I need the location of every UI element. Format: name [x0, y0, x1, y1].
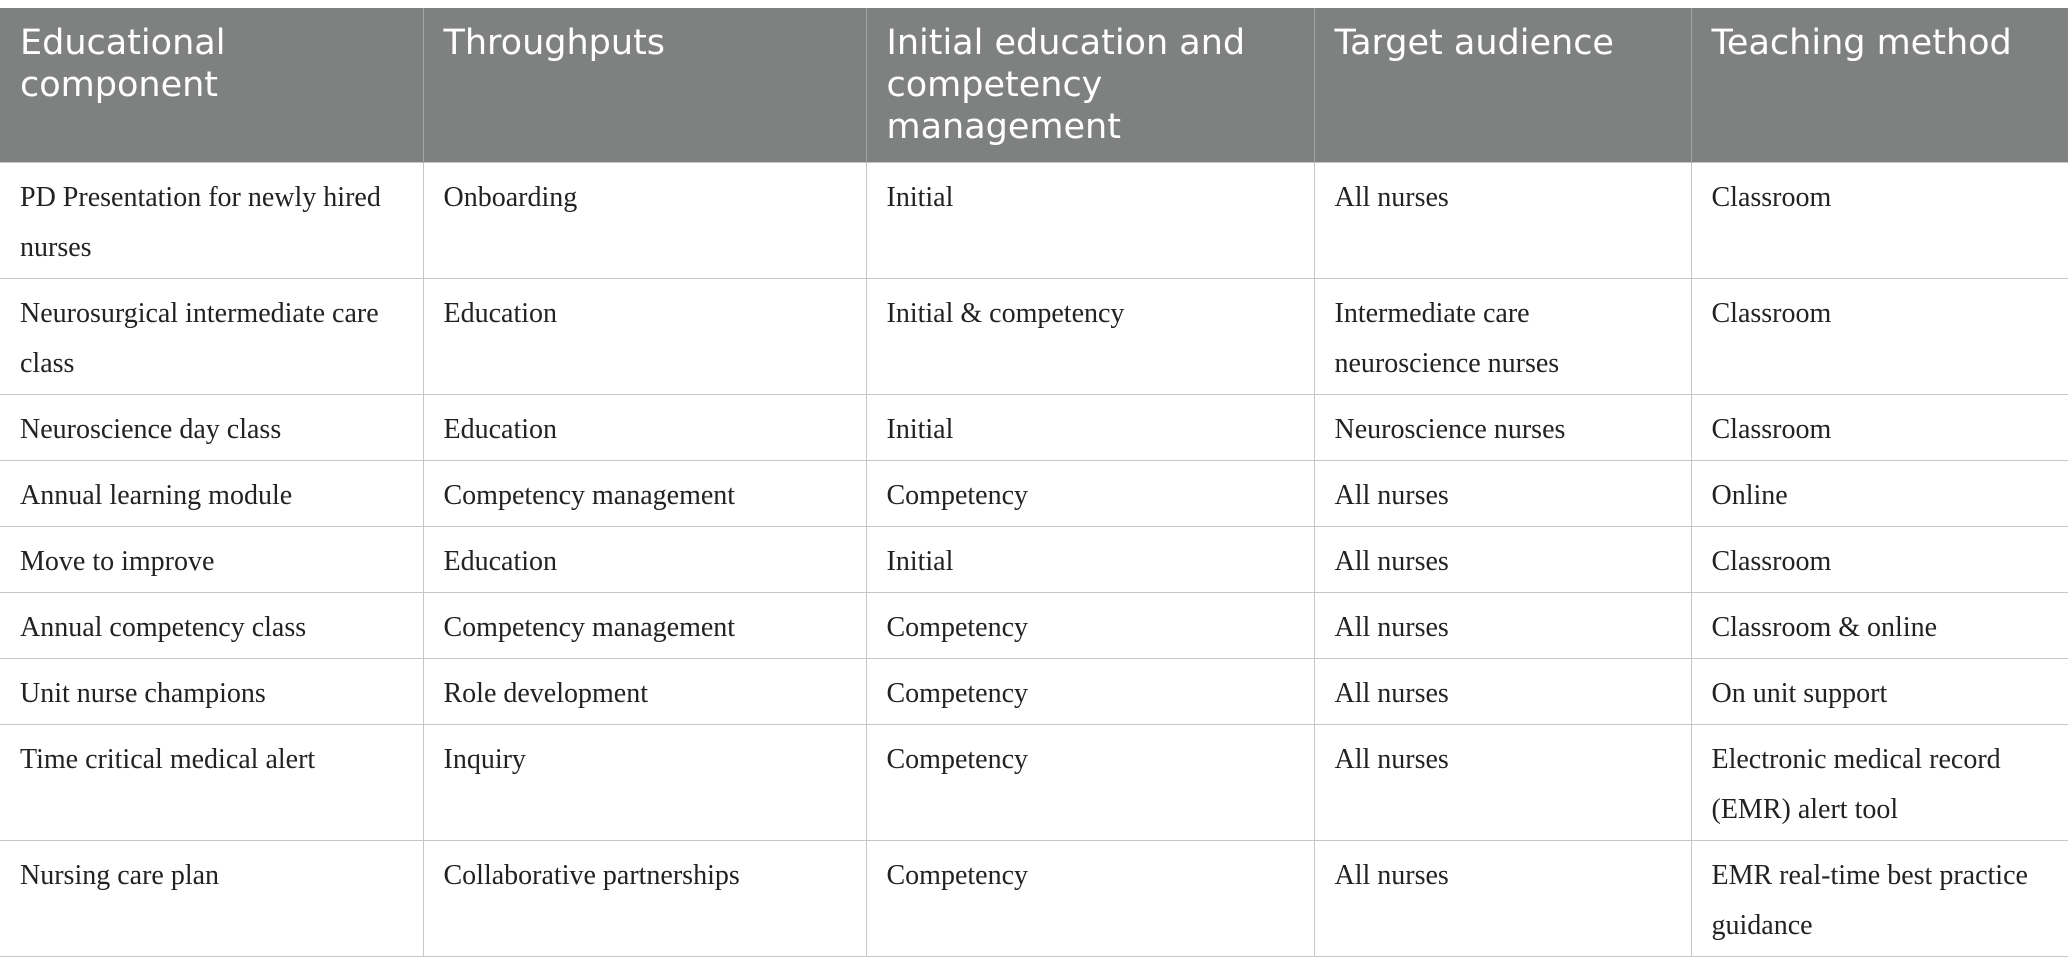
cell-throughputs: Education — [423, 395, 866, 461]
table-body — [0, 163, 2068, 957]
cell-teaching-method: EMR real-time best practice guidance — [1691, 841, 2068, 957]
table-row — [0, 279, 2068, 395]
table-row — [0, 659, 2068, 725]
cell-teaching-method: Classroom — [1691, 395, 2068, 461]
cell-educational-component: Unit nurse champions — [0, 659, 423, 725]
cell-throughputs: Competency management — [423, 461, 866, 527]
cell-target-audience: All nurses — [1314, 593, 1691, 659]
header-throughputs: Throughputs — [423, 8, 866, 163]
table-row — [0, 593, 2068, 659]
cell-throughputs: Inquiry — [423, 725, 866, 841]
cell-teaching-method: Online — [1691, 461, 2068, 527]
cell-educational-component: Annual competency class — [0, 593, 423, 659]
cell-educational-component: Move to improve — [0, 527, 423, 593]
table-row — [0, 163, 2068, 279]
table-row — [0, 527, 2068, 593]
header-target-audience: Target audience — [1314, 8, 1691, 163]
cell-teaching-method: On unit support — [1691, 659, 2068, 725]
cell-target-audience: All nurses — [1314, 841, 1691, 957]
cell-target-audience: All nurses — [1314, 461, 1691, 527]
cell-throughputs: Competency management — [423, 593, 866, 659]
cell-initial-competency: Initial — [866, 527, 1314, 593]
cell-initial-competency: Competency — [866, 725, 1314, 841]
cell-educational-component: Neurosurgical intermediate care class — [0, 279, 423, 395]
cell-teaching-method: Classroom — [1691, 279, 2068, 395]
cell-initial-competency: Competency — [866, 841, 1314, 957]
cell-target-audience: Neuroscience nurses — [1314, 395, 1691, 461]
cell-educational-component: Time critical medical alert — [0, 725, 423, 841]
cell-throughputs: Education — [423, 279, 866, 395]
cell-teaching-method: Classroom — [1691, 527, 2068, 593]
table-header — [0, 8, 2068, 163]
cell-throughputs: Onboarding — [423, 163, 866, 279]
table-row — [0, 395, 2068, 461]
header-row — [0, 8, 2068, 163]
cell-throughputs: Role development — [423, 659, 866, 725]
table-row — [0, 725, 2068, 841]
header-initial-education-competency: Initial education and competency management — [866, 8, 1314, 163]
cell-initial-competency: Initial — [866, 395, 1314, 461]
table-row — [0, 461, 2068, 527]
cell-initial-competency: Competency — [866, 461, 1314, 527]
cell-educational-component: Annual learning module — [0, 461, 423, 527]
cell-initial-competency: Initial & competency — [866, 279, 1314, 395]
header-teaching-method: Teaching method — [1691, 8, 2068, 163]
table-row — [0, 841, 2068, 957]
cell-teaching-method: Classroom — [1691, 163, 2068, 279]
cell-throughputs: Collaborative partnerships — [423, 841, 866, 957]
cell-target-audience: All nurses — [1314, 527, 1691, 593]
cell-teaching-method: Electronic medical record (EMR) alert tool — [1691, 725, 2068, 841]
cell-throughputs: Education — [423, 527, 866, 593]
education-components-table — [0, 8, 2068, 957]
cell-initial-competency: Initial — [866, 163, 1314, 279]
cell-initial-competency: Competency — [866, 659, 1314, 725]
cell-target-audience: All nurses — [1314, 725, 1691, 841]
cell-target-audience: Intermediate care neuroscience nurses — [1314, 279, 1691, 395]
education-table-container — [0, 8, 2068, 957]
cell-educational-component: PD Presentation for newly hired nurses — [0, 163, 423, 279]
cell-initial-competency: Competency — [866, 593, 1314, 659]
cell-target-audience: All nurses — [1314, 659, 1691, 725]
header-educational-component: Educational component — [0, 8, 423, 163]
cell-teaching-method: Classroom & online — [1691, 593, 2068, 659]
cell-educational-component: Nursing care plan — [0, 841, 423, 957]
cell-educational-component: Neuroscience day class — [0, 395, 423, 461]
cell-target-audience: All nurses — [1314, 163, 1691, 279]
